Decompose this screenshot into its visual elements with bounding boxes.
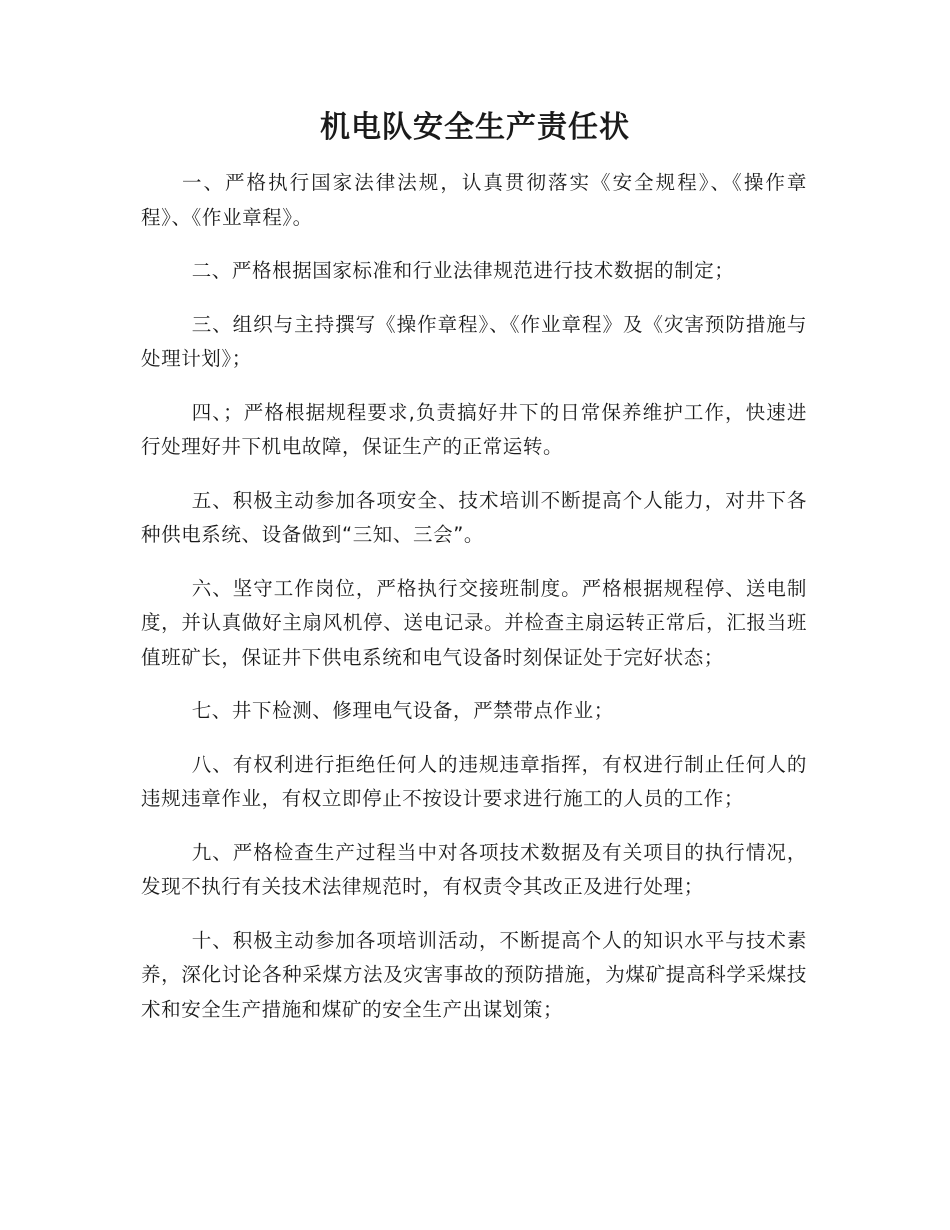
paragraph-10: 十、积极主动参加各项培训活动，不断提高个人的知识水平与技术素养，深化讨论各种采煤方法及灾害事故的预防措施，为煤矿提高科学采煤技术和安全生产措施和煤矿的安全生产出谋划策； bbox=[141, 928, 807, 1021]
document-body bbox=[141, 166, 807, 1046]
document-title: 机电队安全生产责任状 bbox=[320, 110, 630, 145]
paragraph-1: 一、严格执行国家法律法规，认真贯彻落实《安全规程》、《操作章程》、《作业章程》。 bbox=[141, 171, 807, 229]
paragraph-8: 八、有权利进行拒绝任何人的违规违章指挥，有权进行制止任何人的违规违章作业，有权立即停止不按设计要求进行施工的人员的工作； bbox=[141, 752, 807, 810]
paragraph-5: 五、积极主动参加各项安全、技术培训不断提高个人能力，对井下各种供电系统、设备做到“三知、三会”。 bbox=[141, 488, 807, 546]
paragraph-4: 四、；严格根据规程要求,负责搞好井下的日常保养维护工作，快速进行处理好井下机电故障，保证生产的正常运转。 bbox=[141, 400, 807, 458]
paragraph-3: 三、组织与主持撰写《操作章程》、《作业章程》及《灾害预防措施与处理计划》； bbox=[141, 312, 807, 370]
paragraph-6: 六、坚守工作岗位，严格执行交接班制度。严格根据规程停、送电制度，并认真做好主扇风机停、送电记录。并检查主扇运转正常后，汇报当班值班矿长，保证井下供电系统和电气设备时刻保证处于完好状态； bbox=[141, 576, 807, 669]
paragraph-9: 九、严格检查生产过程当中对各项技术数据及有关项目的执行情况，发现不执行有关技术法律规范时，有权责令其改正及进行处理； bbox=[141, 840, 807, 898]
paragraph-7: 七、井下检测、修理电气设备，严禁带点作业； bbox=[191, 699, 614, 722]
paragraph-2: 二、严格根据国家标准和行业法律规范进行技术数据的制定； bbox=[191, 259, 735, 282]
